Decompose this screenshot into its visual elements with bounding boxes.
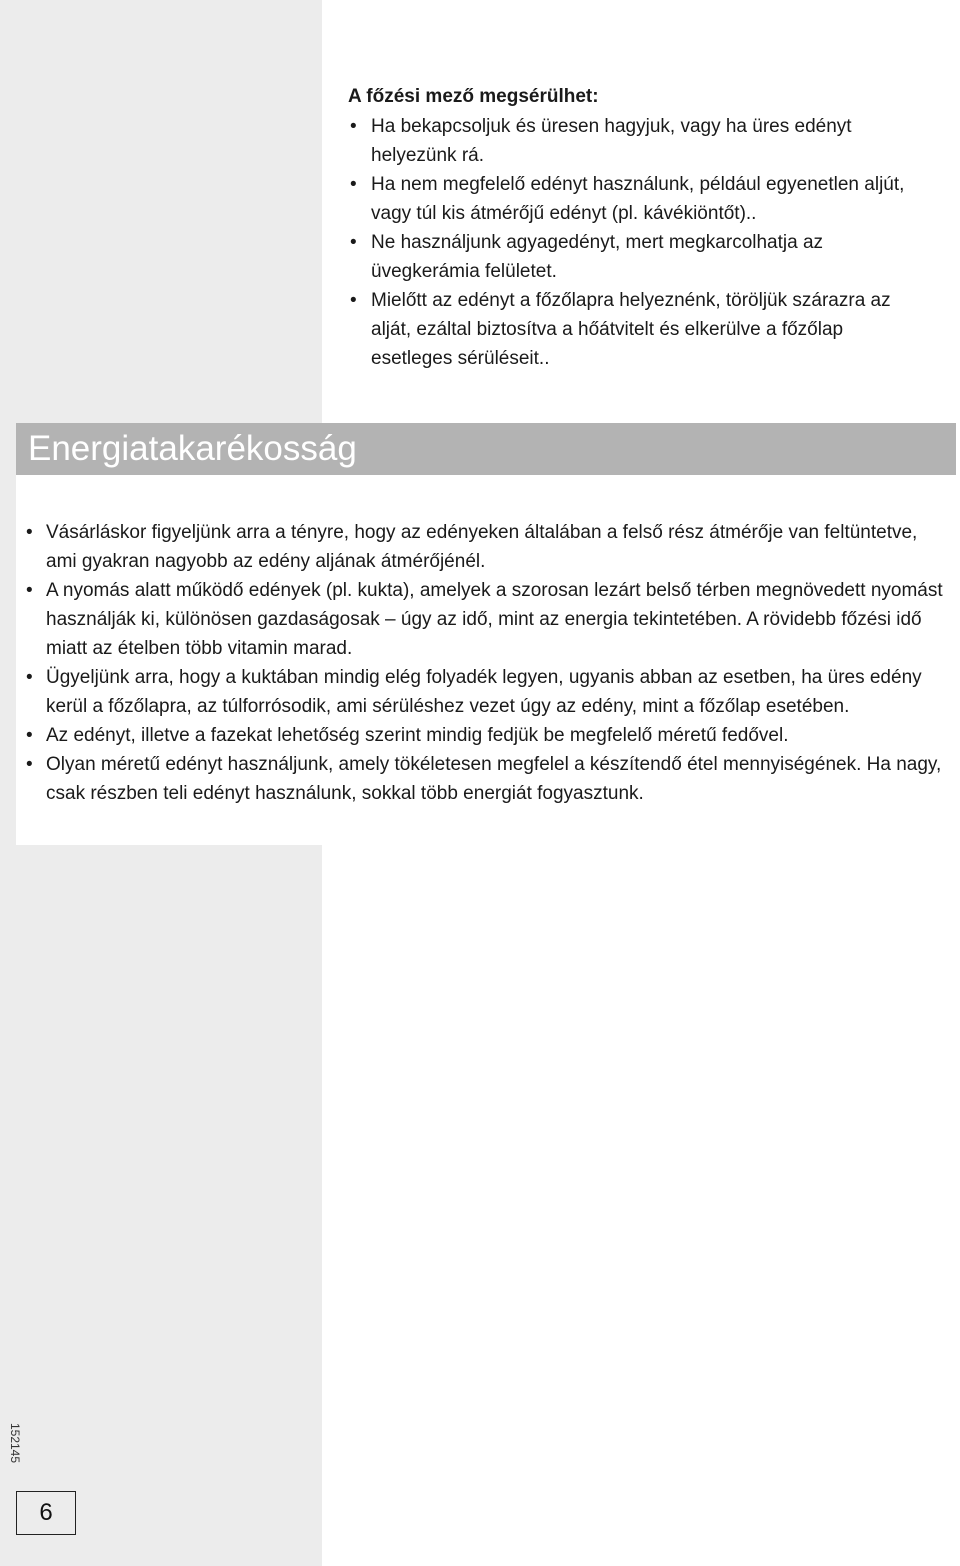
list-item: • Az edényt, illetve a fazekat lehetőség szerint mindig fedjük be megfelelő méretű fedővel. [24, 721, 950, 750]
list-item: • Ha nem megfelelő edényt használunk, például egyenetlen aljút, vagy túl kis átmérőjű edényt (pl. kávékiöntőt).. [348, 170, 928, 228]
list-item: • Olyan méretű edényt használjunk, amely tökéletesen megfelel a készítendő étel mennyiségének. Ha nagy, csak részben teli edényt használunk, sokkal több energiát fogyasztunk. [24, 750, 950, 808]
page-number: 6 [16, 1491, 76, 1535]
damage-warning-section [348, 82, 928, 373]
section-title: Energiatakarékosság [28, 429, 357, 468]
damage-warning-heading: A főzési mező megsérülhet: [348, 86, 599, 107]
energy-saving-list [24, 518, 950, 808]
list-item: • Ügyeljünk arra, hogy a kuktában mindig elég folyadék legyen, ugyanis abban az esetben, ha üres edény kerül a főzőlapra, az túlforrósodik, ami sérüléshez vezet úgy az edény, mint a főzőlap esetében. [24, 663, 950, 721]
list-item: • Mielőtt az edényt a főzőlapra helyeznénk, töröljük szárazra az alját, ezáltal biztosítva a hőátvitelt és elkerülve a főzőlap esetleges sérüléseit.. [348, 286, 928, 373]
document-code: 152145 [8, 1422, 22, 1464]
list-item: • Ha bekapcsoljuk és üresen hagyjuk, vagy ha üres edényt helyezünk rá. [348, 112, 928, 170]
list-item: • A nyomás alatt működő edények (pl. kukta), amelyek a szorosan lezárt belső térben megnövedett nyomást használják ki, különösen gazdaságosak – úgy az idő, mint az energia tekintetében. A rövidebb főzési idő miatt az ételben több vitamin marad. [24, 576, 950, 663]
energy-saving-content [16, 475, 956, 845]
list-item: • Vásárláskor figyeljünk arra a tényre, hogy az edényeken általában a felső rész átmérője van feltüntetve, ami gyakran nagyobb az edény aljának átmérőjénél. [24, 518, 950, 576]
list-item: • Ne használjunk agyagedényt, mert megkarcolhatja az üvegkerámia felületet. [348, 228, 928, 286]
section-header-band [16, 423, 956, 475]
damage-warning-list [348, 112, 928, 373]
